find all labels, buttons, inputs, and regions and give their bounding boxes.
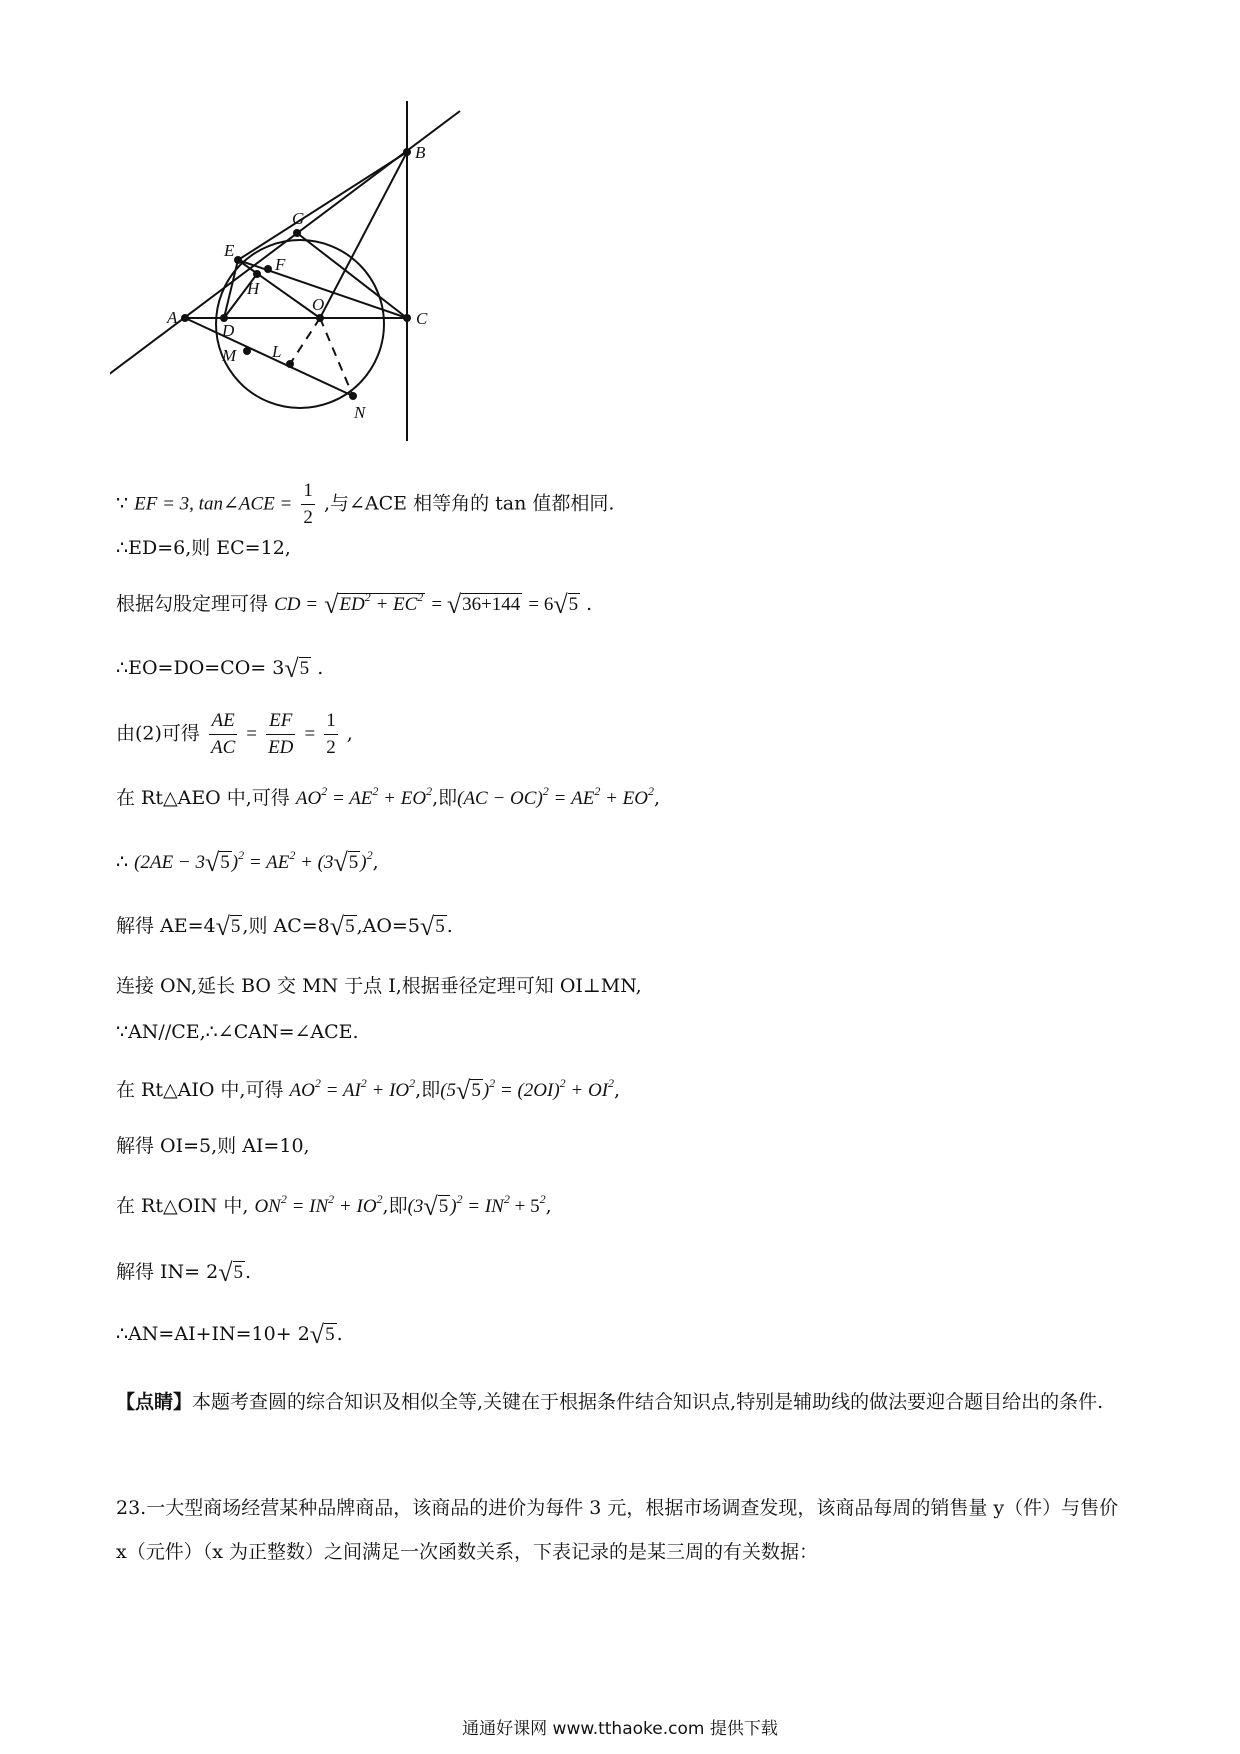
label-m: M	[222, 346, 237, 365]
label-d: D	[222, 321, 235, 340]
square-root: √5	[553, 590, 579, 619]
square-root: √5	[419, 912, 445, 941]
fraction: $\frac{1}{2}$	[303, 480, 313, 528]
label-h: H	[247, 279, 260, 298]
solution-line-5: 由(2)可得 $\frac{AE}{AC}$ = $\frac{EF}{ED}$ = $\frac{1}{2}$ ,	[116, 708, 353, 761]
square-root: $√ED^2 + EC^2$	[324, 590, 424, 619]
label-c: C	[416, 309, 428, 328]
geometry-figure	[110, 96, 470, 446]
square-root: √5	[215, 912, 241, 941]
fraction: $\frac{EF}{ED}$	[268, 710, 294, 758]
label-e: E	[224, 241, 235, 260]
square-root: √5	[329, 912, 355, 941]
solution-line-9: 连接 ON,延长 BO 交 MN 于点 I,根据垂径定理可知 OI⊥MN,	[116, 975, 642, 997]
square-root: √36+144	[446, 590, 521, 619]
solution-line-13: 在 Rt△OIN 中, $ON^2 = IN^2 + IO^2$,即(3√5 )$^2 = IN^2 + 5^2$,	[116, 1192, 552, 1221]
circle-o	[216, 240, 384, 408]
solution-line-12: 解得 OI=5,则 AI=10,	[116, 1135, 310, 1157]
square-root: √5	[423, 1192, 449, 1221]
square-root: √5	[309, 1320, 335, 1349]
label-f: F	[275, 255, 286, 274]
question-23: 23.一大型商场经营某种品牌商品，该商品的进价为每件 3 元，根据市场调查发现，该商品每周的销售量 y（件）与售价 x（元件）（x 为正整数）之间满足一次函数关系，下表记录的是某三周的有关数据：	[116, 1497, 1119, 1563]
square-root: √5	[456, 1076, 481, 1105]
note-text: 本题考查圆的综合知识及相似全等,关键在于根据条件结合知识点,特别是辅助线的做法要迎合题目给出的条件.	[192, 1391, 1104, 1413]
label-l: L	[272, 342, 282, 361]
fraction: $\frac{AE}{AC}$	[210, 710, 236, 758]
label-a: A	[167, 308, 178, 327]
solution-line-2: ∴ED=6,则 EC=12,	[116, 537, 291, 559]
geometry-diagram	[110, 96, 470, 446]
line-an	[185, 318, 353, 396]
square-root: √5	[284, 654, 310, 683]
page-footer: 通通好课网 www.tthaoke.com 提供下载	[462, 1719, 778, 1739]
label-g: G	[292, 209, 305, 228]
solution-line-10: ∵AN//CE,∴∠CAN=∠ACE.	[116, 1021, 359, 1043]
square-root: √5	[218, 1258, 243, 1287]
label-n: N	[354, 403, 366, 422]
solution-line-11: 在 Rt△AIO 中,可得 $AO^2 = AI^2 + IO^2$,即(5√5 )$^2 = (2OI)^2 + OI^2$,	[116, 1076, 621, 1105]
solution-line-8: 解得 AE=4√5 ,则 AC=8√5 ,AO=5√5 .	[116, 912, 453, 941]
solution-line-7: ∴ (2AE − 3√5 )$^2 = AE^2 + (3√5$ )$^2$,	[116, 848, 379, 877]
solution-line-1: ∵ EF = 3, tan∠ACE = $\frac{1}{2}$ ,与∠ACE 相等角的 tan 值都相同.	[116, 478, 614, 531]
solution-line-6: 在 Rt△AEO 中,可得 $AO^2 = AE^2 + EO^2$,即$(AC - OC)^2 = AE^2 + EO^2$,	[116, 784, 661, 809]
key-point-note	[116, 1380, 1126, 1424]
solution-line-15: ∴AN=AI+IN=10+ 2√5 .	[116, 1320, 343, 1349]
fraction: $\frac{1}{2}$	[326, 710, 336, 758]
solution-line-3: 根据勾股定理可得 CD = $√ED^2 + EC^2 = √36+144 = 6√5$ .	[116, 590, 593, 619]
square-root: √5	[333, 848, 359, 877]
solution-line-4: ∴EO=DO=CO= 3√5 .	[116, 654, 324, 683]
solution-line-14: 解得 IN= 2√5 .	[116, 1258, 252, 1287]
note-label: 【点睛】	[116, 1391, 193, 1413]
label-b: B	[415, 143, 426, 162]
square-root: √5	[205, 848, 230, 877]
label-o: O	[312, 295, 325, 314]
dashed-on	[320, 318, 353, 396]
dashed-ol	[290, 318, 320, 364]
